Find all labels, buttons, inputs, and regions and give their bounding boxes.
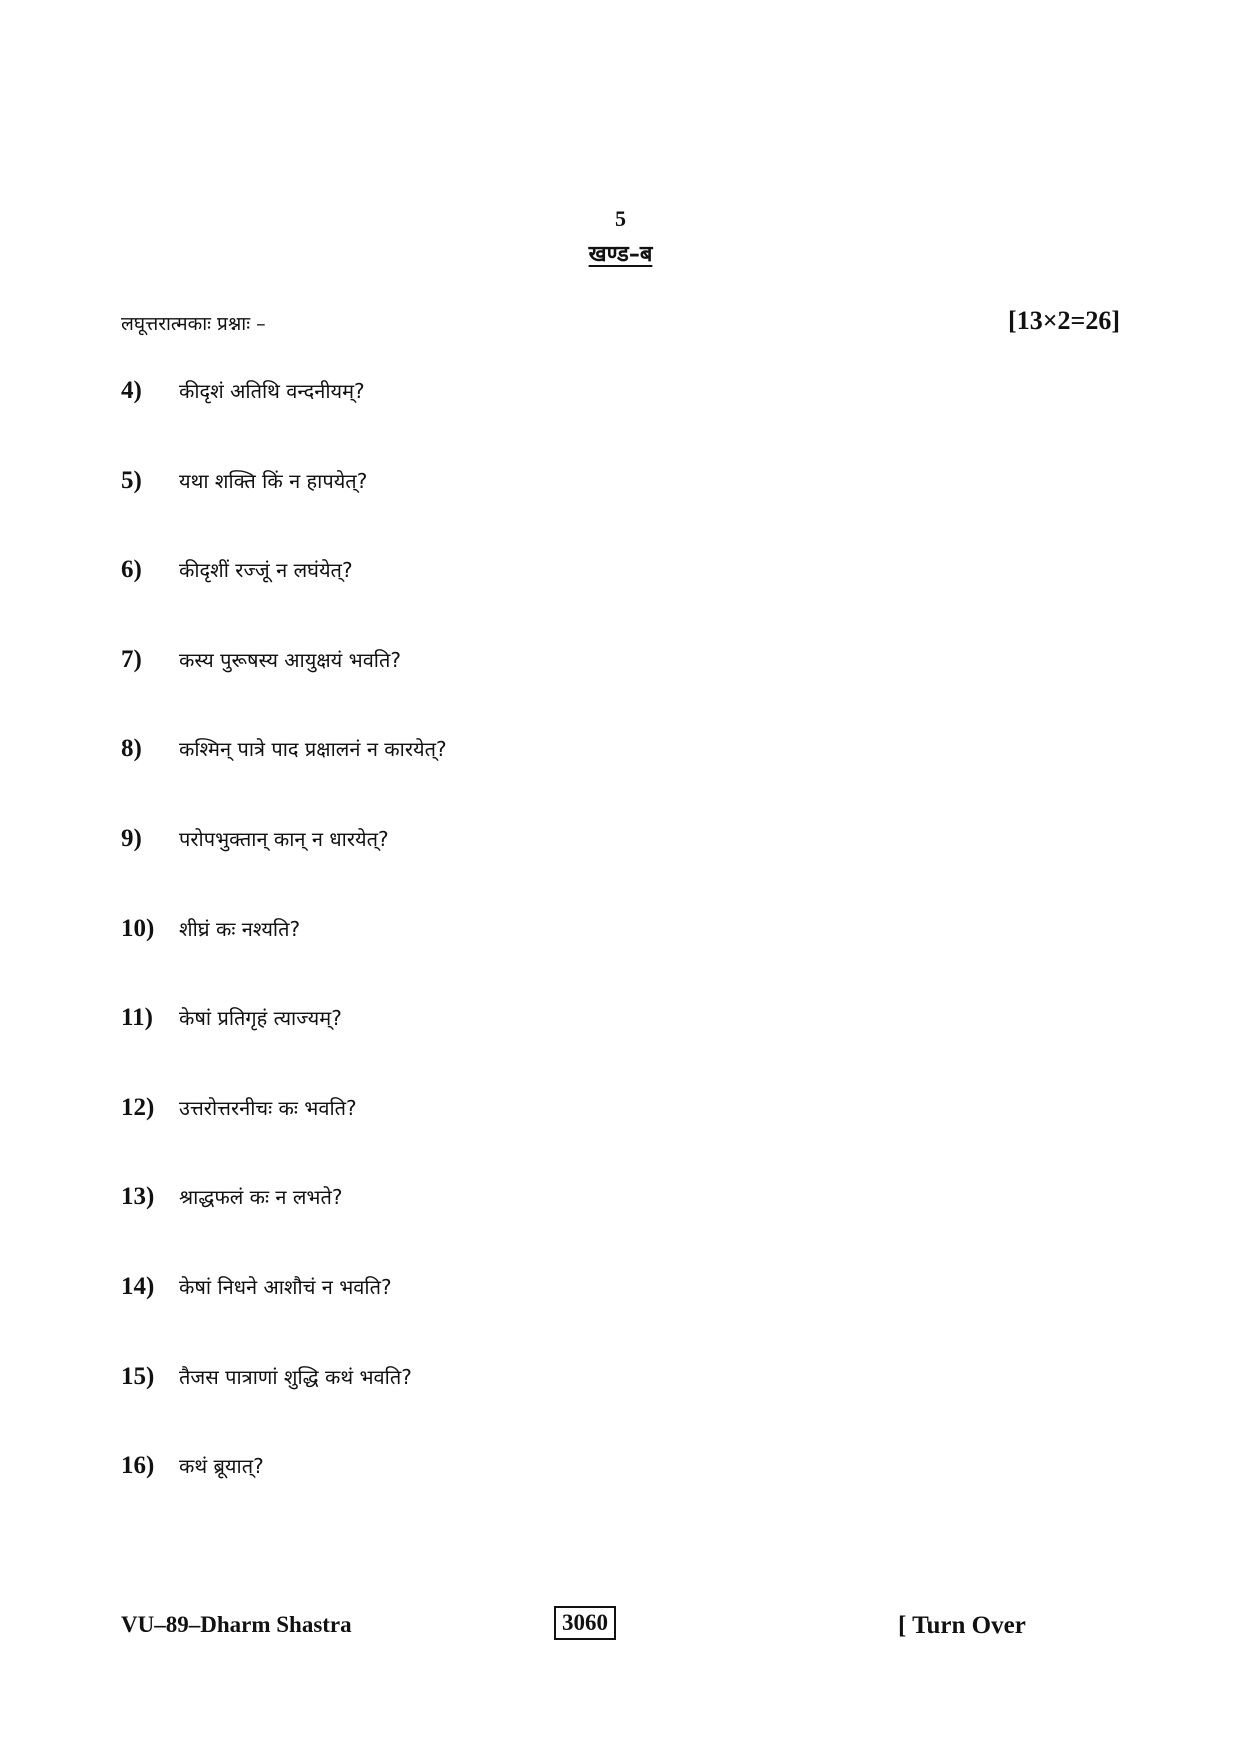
instruction-text: लघूत्तरात्मकाः प्रश्नाः – — [121, 313, 266, 335]
question-number: 6) — [121, 556, 142, 584]
question-text: कीदृशीं रज्जूं न लघंयेत्? — [179, 558, 353, 583]
question-text: कीदृशं अतिथि वन्दनीयम्? — [179, 379, 365, 403]
question-item — [121, 555, 447, 645]
question-item — [121, 1272, 447, 1362]
question-text: केषां प्रतिगृहं त्याज्यम्? — [179, 1006, 342, 1031]
question-item — [121, 1003, 447, 1093]
question-item — [121, 1451, 447, 1541]
question-number: 5) — [121, 466, 142, 494]
question-number: 9) — [121, 824, 142, 852]
question-item — [121, 1182, 447, 1272]
question-number: 8) — [121, 735, 142, 763]
question-text: तैजस पात्राणां शुद्धि कथं भवति? — [179, 1364, 412, 1389]
question-text: परोपभुक्तान् कान् न धारयेत्? — [179, 826, 389, 851]
question-text: उत्तरोत्तरनीचः कः भवति? — [179, 1095, 357, 1120]
question-text: कथं ब्रूयात्? — [179, 1454, 264, 1479]
question-number: 13) — [121, 1183, 155, 1211]
paper-code: VU–89–Dharm Shastra — [121, 1612, 352, 1637]
turn-over-label: [ Turn Over — [898, 1612, 1026, 1639]
marks-allocation: [13×2=26] — [1008, 306, 1120, 335]
question-item — [121, 376, 447, 466]
question-item — [121, 914, 447, 1004]
question-number: 4) — [121, 377, 142, 404]
question-number: 7) — [121, 645, 142, 673]
question-text: केषां निधने आशौचं न भवति? — [179, 1274, 392, 1299]
section-title: खण्ड–ब — [588, 242, 653, 267]
question-number: 11) — [121, 1004, 153, 1032]
question-number: 14) — [121, 1272, 155, 1300]
serial-number-box: 3060 — [554, 1606, 616, 1640]
question-number: 10) — [121, 914, 155, 942]
question-text: यथा शक्ति किं न हापयेत्? — [179, 468, 368, 493]
question-item — [121, 1362, 447, 1452]
question-number: 12) — [121, 1093, 155, 1121]
page-number: 5 — [615, 206, 626, 231]
question-item — [121, 466, 447, 556]
question-list — [121, 376, 447, 1541]
question-text: श्राद्धफलं कः न लभते? — [179, 1185, 343, 1210]
question-item — [121, 645, 447, 735]
question-item — [121, 1093, 447, 1183]
question-text: शीघ्रं कः नश्यति? — [179, 916, 301, 941]
question-text: कस्य पुरूषस्य आयुक्षयं भवति? — [179, 647, 402, 672]
question-item — [121, 734, 447, 824]
question-number: 16) — [121, 1452, 155, 1480]
question-text: कश्मिन् पात्रे पाद प्रक्षालनं न कारयेत्? — [179, 737, 447, 762]
question-number: 15) — [121, 1362, 155, 1390]
question-item — [121, 824, 447, 914]
